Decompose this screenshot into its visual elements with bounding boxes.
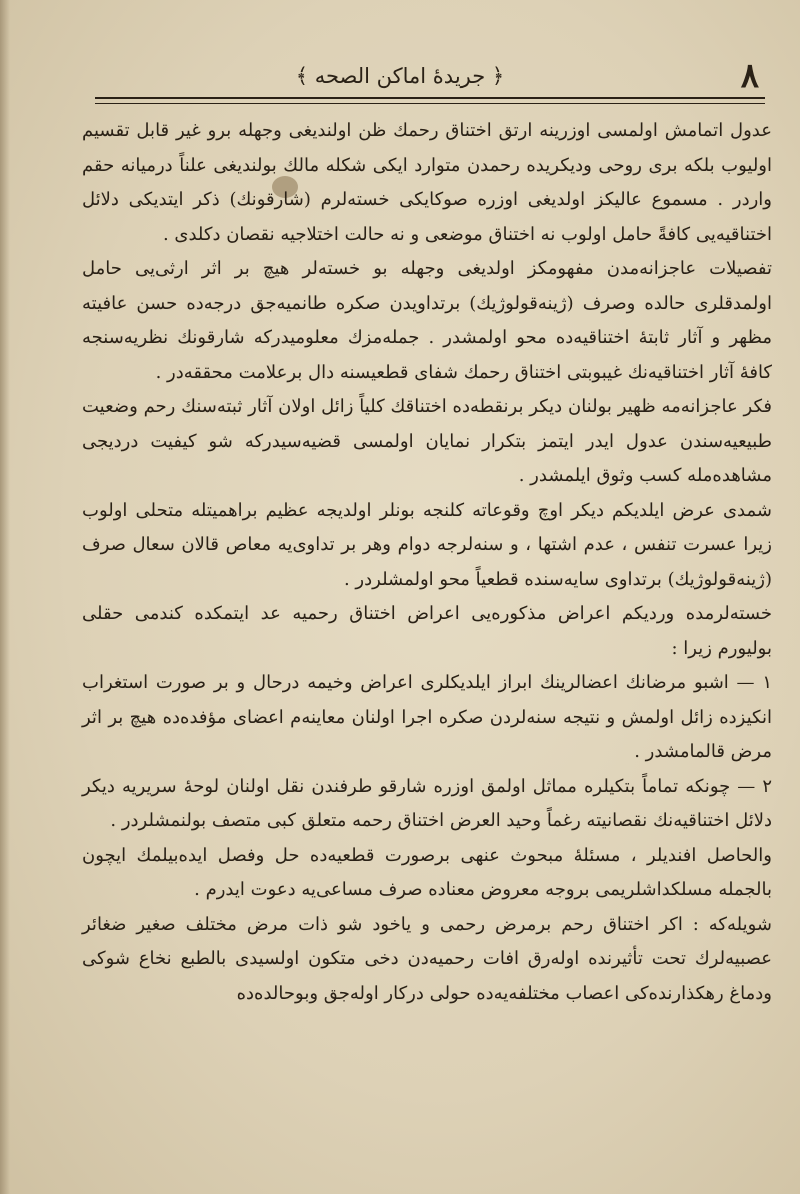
paragraph: تفصیلات عاجزانه‌مدن مفهومكز اولدیغی وجهله بو خسته‌لر هیچ بر اثر ارثی‌یی حامل اولمدقلری حالده وصرف (ژینه‌قولوژیك) برتداویدن صكره طانمیه‌جق درجه‌ده حسن عافیته مظهر و آثار ثابتهٔ اختناقیه‌ده محو اولمشدر . جمله‌مزك معلومیدركه شارقونك نظریه‌سنجه كافهٔ آثار اختناقیه‌نك غیبوبتی اختناق رحمك شفای قطعیسنه دال برعلامت محققه‌در . — [82, 258, 772, 383]
running-title: ﴿ جريدهٔ اماكن الصحه ﴾ — [295, 64, 505, 88]
page-header — [95, 58, 765, 94]
paragraph: خسته‌لرمده وردیكم اعراض مذكوره‌یی اعراض اختناق رحمیه عد ایتمكده كندمی حقلی بولیورم زیرا : — [82, 603, 772, 659]
page-number: ٨ — [740, 56, 759, 96]
paragraph: والحاصل افندیلر ، مسئلهٔ مبحوث عنهی برصورت قطعیه‌ده حل وفصل ایده‌بیلمك ایچون بالجمله مسلكداشلریمی بروجه معروض معناده صرف مساعی‌یه دعوت ایدرم . — [82, 844, 772, 900]
header-rule — [95, 97, 765, 104]
paragraph: فكر عاجزانه‌مه ظهیر بولنان دیكر برنقطه‌ده اختناقك كلیاً زائل اولان آثار ثبته‌سنك رحم وضعیت طبیعیه‌سندن عدول ایدر ایتمز بتكرار نمایان اولمسی قضیه‌سیدركه شو كیفیت دردیجی مشاهده‌مله كسب وثوق ایلمشدر . — [82, 396, 772, 486]
body-text — [82, 114, 772, 1011]
page-edge-shadow — [0, 0, 10, 1194]
list-item-1: ١ — اشبو مرضانك اعضالرینك ابراز ایلدیكلری اعراض وخیمه درحال و بر صورت استغراب انكیزده زائل اولمش و نتیجه سنه‌لردن صكره اجرا اولنان معاینه‌م اعضای مؤفده‌ده هیچ بر اثر مرض قالمامشدر . — [82, 672, 772, 762]
list-item-2: ٢ — چونكه تماماً بتكیلره مماثل اولمق اوزره شارقو طرفندن نقل اولنان لوحهٔ سریریه دیكر دلائل اختناقیه‌نك نقصانیته رغماً وحید العرض اختناق رحمه متعلق كبی متصف بولنمشلردر . — [82, 775, 772, 831]
paragraph: شویله‌كه : اكر اختناق رحم برمرض رحمی و یاخود شو ذات مرض مختلف صغیر ضغائر عصبیه‌لرك تحت تأثیرنده اوله‌رق افات رحمیه‌دن دخی متكون اولسیدی بالطبع نخاع شوكی ودماغ رهكذارنده‌كی اعصاب مختلفه‌یه‌ده حولی دركار اوله‌جق وبوحالده‌ده — [82, 913, 772, 1004]
paragraph: عدول اتمامش اولمسی اوزرینه ارتق اختناق رحمك ظن اولندیغی وجهله برو غیر قابل تقسیم اولیوب بلكه بری روحی ودیكریده رحمدن متوارد ایكی شكله مالك بولندیغی علناً درمیانه حقم واردر . مسموع عالیكز اولدیغی اوزره صوكایكی خسته‌لرم (شارقونك) ذكر ایتدیكی دلائل اختناقیه‌یی كافةً حامل اولوب نه اختناق موضعی و نه حالت اختلاجیه نقصان دكلدی . — [82, 120, 772, 245]
paragraph: شمدی عرض ایلدیكم دیكر اوچ وقوعاته كلنجه بونلر اولدیجه عظیم براهمیتله متحلی اولوب زیرا عسرت تنفس ، عدم اشتها ، و سنه‌لرجه دوام وهر بر تداوی‌یه معاص قالان سعال صرف (ژینه‌قولوژیك) برتداوی سایه‌سنده قطعیاً محو اولمشلردر . — [82, 499, 772, 590]
